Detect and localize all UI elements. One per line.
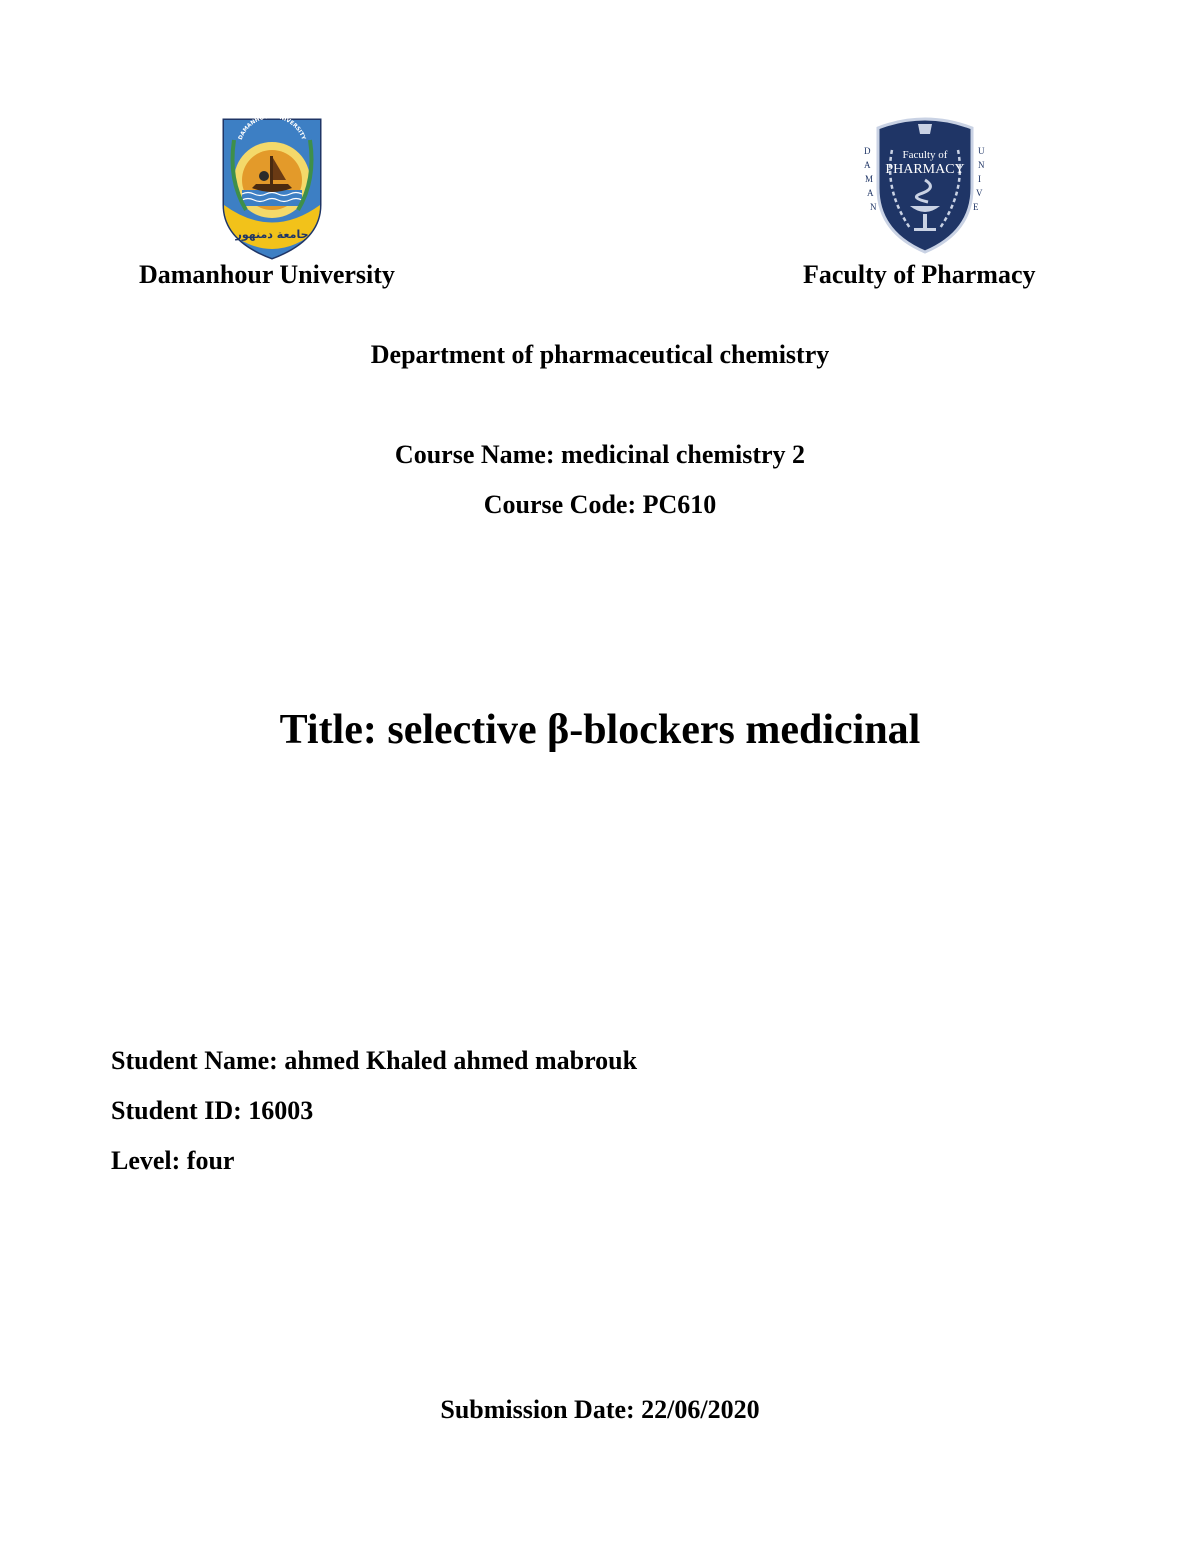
svg-text:I: I — [978, 174, 981, 184]
university-seal-icon — [218, 110, 326, 260]
svg-text:U: U — [978, 146, 985, 156]
faculty-logo-line2: PHARMACY — [885, 162, 965, 177]
svg-text:A: A — [867, 188, 874, 198]
student-level: Level: four — [111, 1146, 235, 1175]
svg-text:N: N — [978, 160, 985, 170]
pharmacy-shield-icon — [858, 110, 992, 260]
course-code: Course Code: PC610 — [483, 490, 717, 519]
seal-arabic-text: جامعة دمنهور — [235, 228, 309, 241]
submission-date: Submission Date: 22/06/2020 — [440, 1395, 760, 1424]
student-name: Student Name: ahmed Khaled ahmed mabrouk — [111, 1046, 638, 1075]
faculty-name: Faculty of Pharmacy — [803, 260, 1036, 289]
document-title: Title: selective β-blockers medicinal — [279, 707, 921, 753]
seal-ring-text: DAMANHOUR UNIVERSITY — [237, 113, 307, 141]
svg-text:D: D — [864, 146, 871, 156]
faculty-logo-line1: Faculty of — [902, 149, 948, 161]
course-name: Course Name: medicinal chemistry 2 — [394, 440, 806, 469]
university-name: Damanhour University — [139, 260, 395, 289]
svg-text:N: N — [870, 202, 877, 212]
faculty-logo — [858, 110, 992, 260]
student-id: Student ID: 16003 — [111, 1096, 314, 1125]
department-heading: Department of pharmaceutical chemistry — [370, 340, 830, 369]
svg-text:V: V — [976, 188, 983, 198]
svg-text:E: E — [973, 202, 979, 212]
svg-text:A: A — [864, 160, 871, 170]
university-logo — [218, 110, 326, 260]
svg-text:M: M — [865, 174, 874, 184]
